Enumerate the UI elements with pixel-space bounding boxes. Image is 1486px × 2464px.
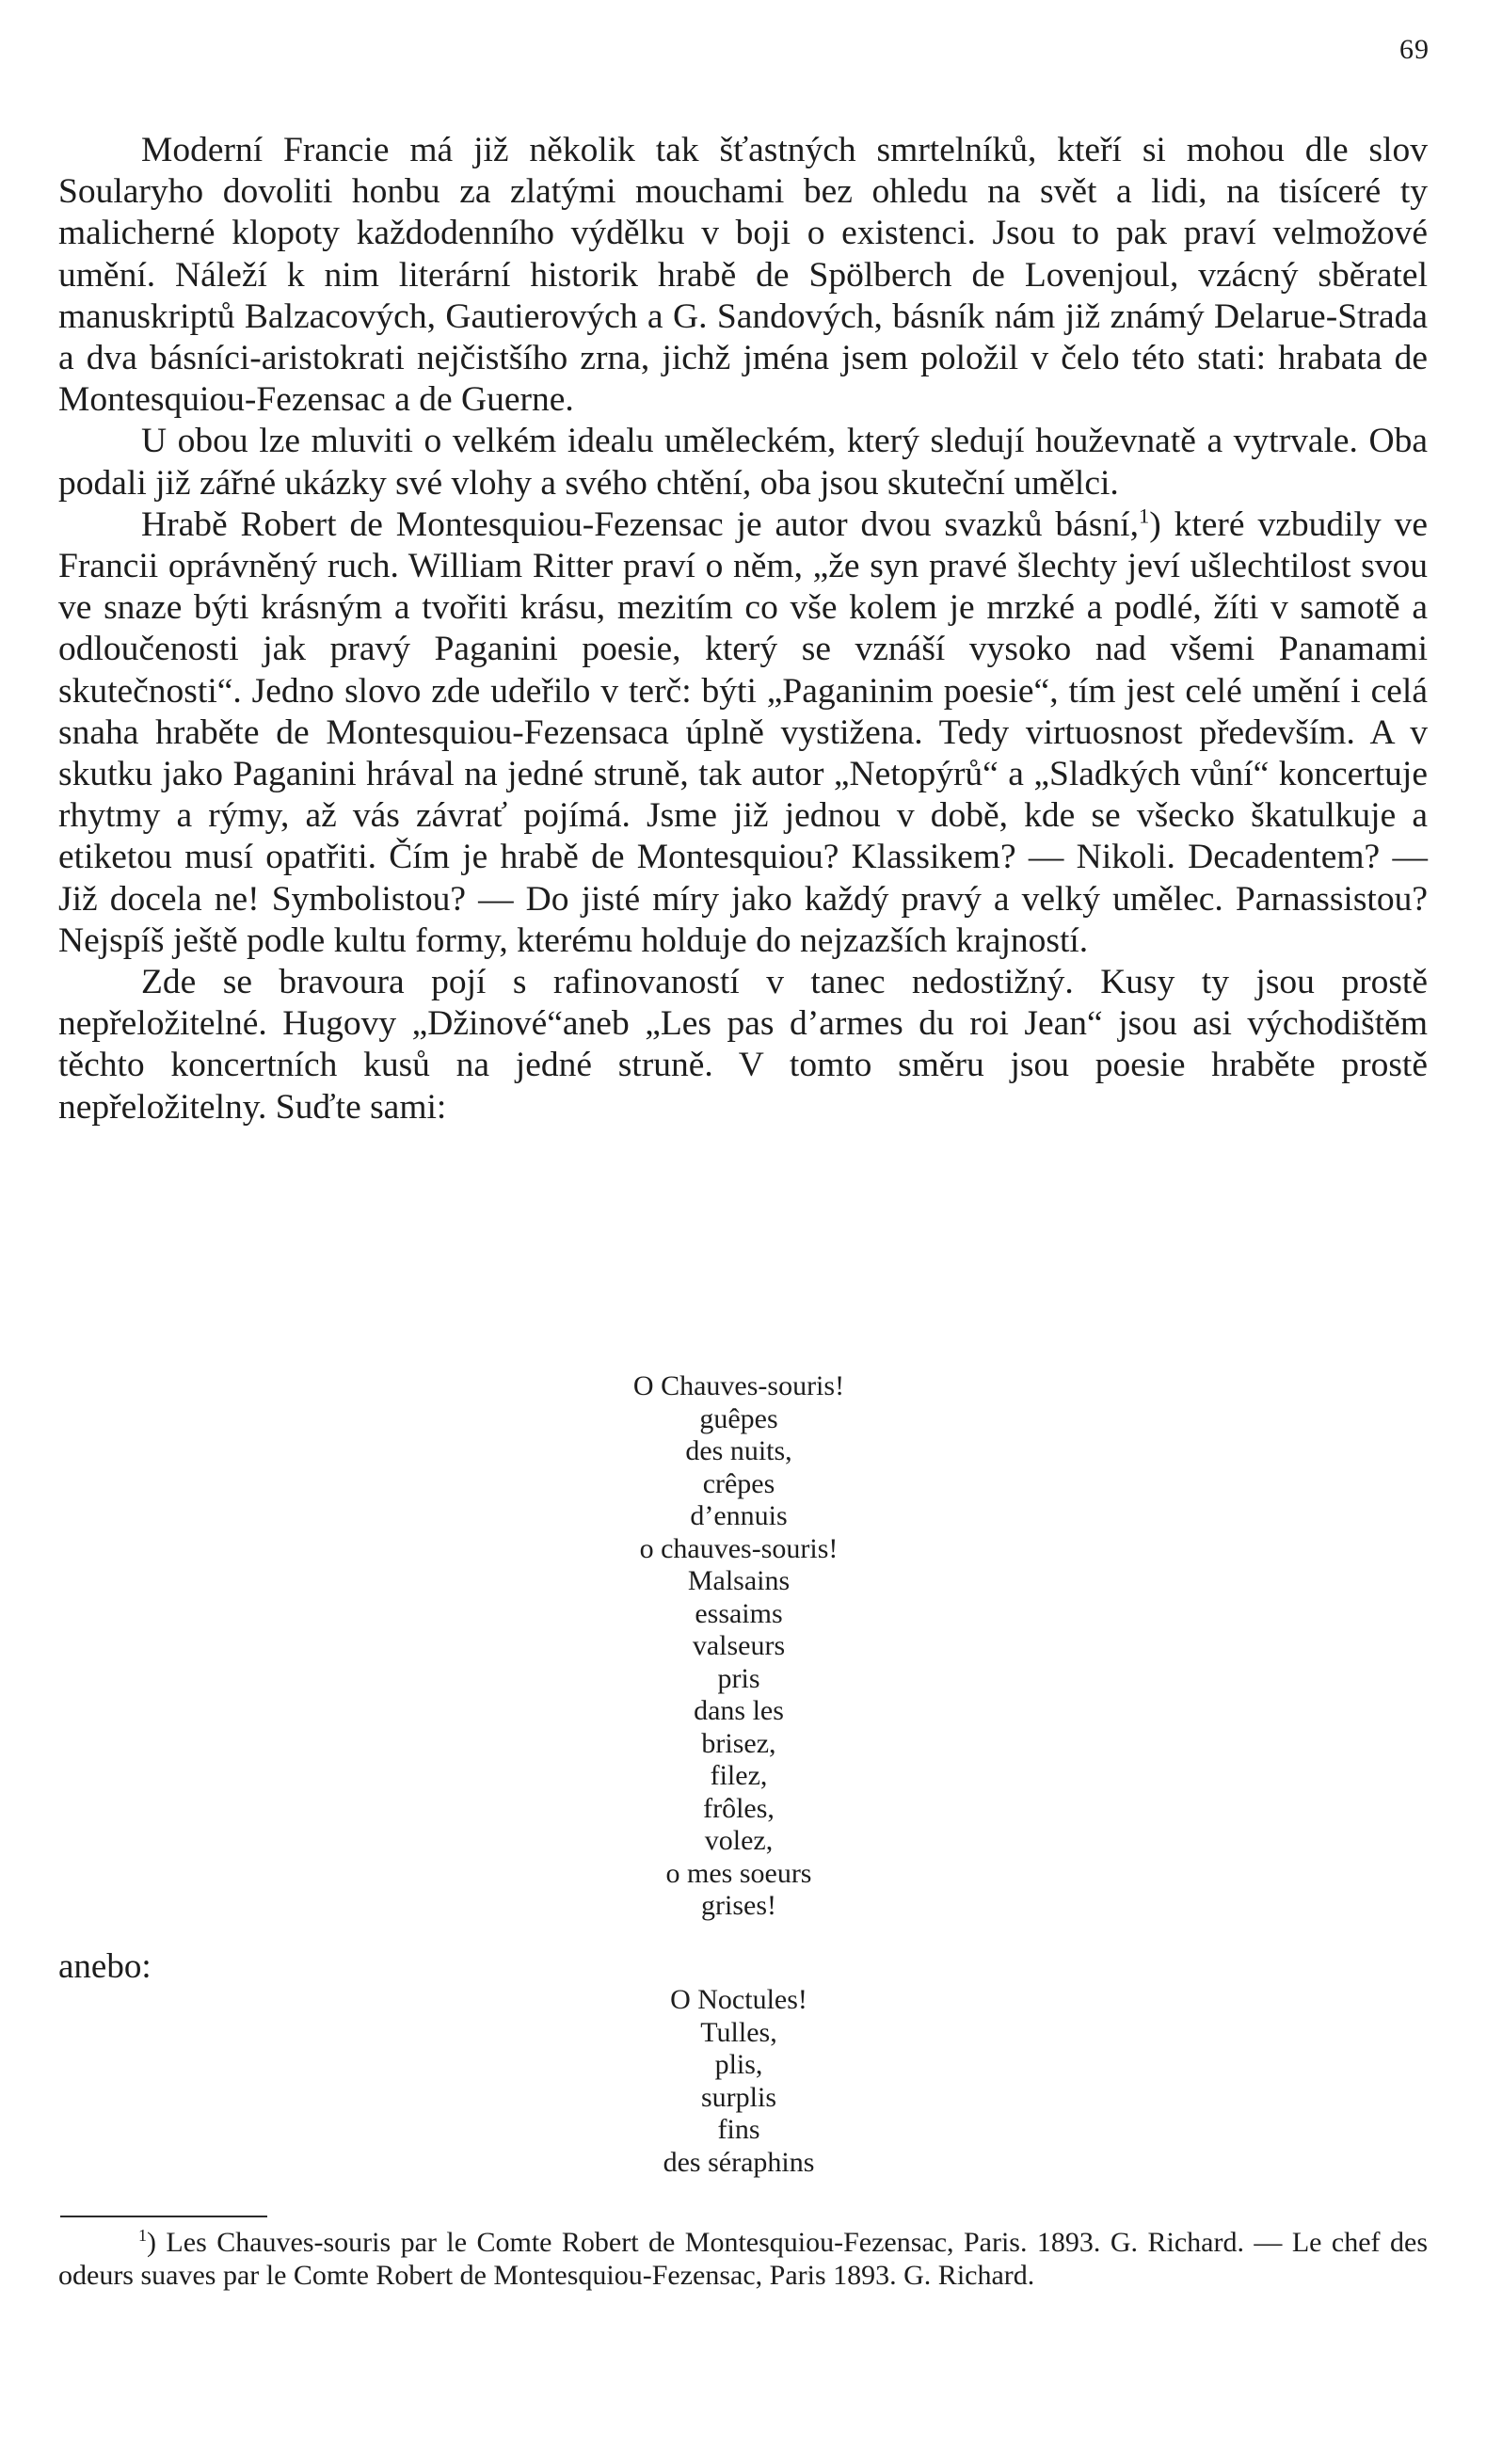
poem-line: brisez,	[701, 1727, 776, 1759]
poem-line: filez,	[710, 1760, 768, 1791]
poem-line: essaims	[695, 1597, 783, 1629]
poem-line: dans les	[694, 1695, 784, 1726]
poem-line: guêpes	[699, 1402, 778, 1434]
paragraph: U obou lze mluviti o velkém idealu uměleckém, který sledují houževnatě a vytrvale. Oba podali již zářné ukázky své vlohy a svého chtění, oba jsou skuteční umělci.	[58, 422, 1428, 503]
footnote-reference: 1	[1138, 504, 1150, 528]
poem-line: O Noctules!	[670, 1984, 807, 2015]
poem-line: frôles,	[703, 1792, 775, 1824]
poem-line: des nuits,	[685, 1435, 792, 1466]
poem-line: grises!	[701, 1890, 776, 1921]
poem-line: O Chauves-souris!	[632, 1370, 845, 1401]
poem-line: volez,	[704, 1825, 774, 1856]
poem-line: o mes soeurs	[665, 1857, 812, 1889]
poem-line: plis,	[714, 2049, 763, 2080]
footnote-divider	[60, 2216, 267, 2217]
poem-line: d’ennuis	[690, 1500, 788, 1531]
footnote-mark: 1	[138, 2226, 147, 2245]
poem-line: surplis	[700, 2081, 776, 2113]
paragraph-text: ) které vzbudily ve Francii oprávněný ruch. William Ritter praví o něm, „že syn pravé šlechty jeví ušlechtilost svou ve snaze býti krásným a tvořiti krásu, mezitím co vše kolem je mrzké a podlé, žíti v samotě a odloučenosti jak pravý Paganini poesie, který se vznáší vysoko nad všemi Panamami skutečnosti“. Jedno slovo zde udeřilo v terč: býti „Paganinim poesie“, tím jest celé umění i celá snaha hraběte de Montesquiou-Fezensaca úplně vystižena. Tedy virtuosnost především. A v skutku jako Paganini hrával na jedné struně, tak autor „Netopýrů“ a „Sladkých vůní“ koncertuje rhytmy a rýmy, až vás závrať pojímá. Jsme již jednou v době, kde se všecko škatulkuje a etiketou musí opatřiti. Čím je hrabě de Montesquiou? Klassikem? — Nikoli. Decadentem? — Již docela ne! Symbolistou? — Do jisté míry jako každý pravý a velký umělec. Parnassistou? Nejspíš ještě podle kultu formy, kterému holduje do nejzazších krajností.	[58, 504, 1429, 960]
paragraph: Zde se bravoura pojí s rafinovaností v tanec nedostižný. Kusy ty jsou prostě nepřeložitelné. Hugovy „Džinové“aneb „Les pas d’armes du roi Jean“ jsou asi východištěm těchto koncertních kusů na jedné struně. V tomto směru jsou poesie hraběte prostě nepřeložitelny. Suďte sami:	[58, 963, 1428, 1127]
footnote-text	[58, 2227, 1428, 2292]
page-number: 69	[1399, 34, 1430, 65]
connector-anebo: anebo:	[58, 1947, 152, 1986]
poem-line: Malsains	[687, 1565, 791, 1596]
footnote-body: ) Les Chauves-souris par le Comte Robert de Montesquiou-Fezensac, Paris. 1893. G. Richard. — Le chef des odeurs suaves par le Comte Robert de Montesquiou-Fezensac, Paris 1893. G. Richard.	[58, 2227, 1428, 2291]
poem-quote-chauves-souris	[527, 1370, 951, 1923]
poem-line: crêpes	[702, 1467, 775, 1499]
poem-line: pris	[717, 1662, 760, 1694]
paragraph-with-note	[58, 504, 1428, 962]
poem-quote-noctules	[527, 1984, 951, 2179]
poem-line: o chauves-souris!	[639, 1532, 839, 1564]
paragraph: Moderní Francie má již několik tak šťastných smrtelníků, kteří si mohou dle slov Soularyho dovoliti honbu za zlatými mouchami bez ohledu na svět a lidi, na tisíceré ty malicherné klopoty každodenního výdělku v boji o existenci. Jsou to pak praví velmožové umění. Náleží k nim literární historik hrabě de Spölberch de Lovenjoul, vzácný sběratel manuskriptů Balzacových, Gautierových a G. Sandových, básník nám již známý Delarue-Strada a dva básníci-aristokrati nejčistšího zrna, jichž jména jsem položil v čelo této stati: hrabata de Montesquiou-Fezensac a de Guerne.	[58, 131, 1428, 420]
poem-line: fins	[717, 2114, 760, 2145]
paragraph-text: Hrabě Robert de Montesquiou-Fezensac je autor dvou svazků básní,	[141, 504, 1139, 544]
poem-line: Tulles,	[700, 2016, 777, 2048]
poem-line: valseurs	[692, 1630, 786, 1661]
body-text	[58, 130, 1428, 1128]
footnote	[58, 2227, 1428, 2292]
poem-line: des séraphins	[663, 2146, 815, 2178]
